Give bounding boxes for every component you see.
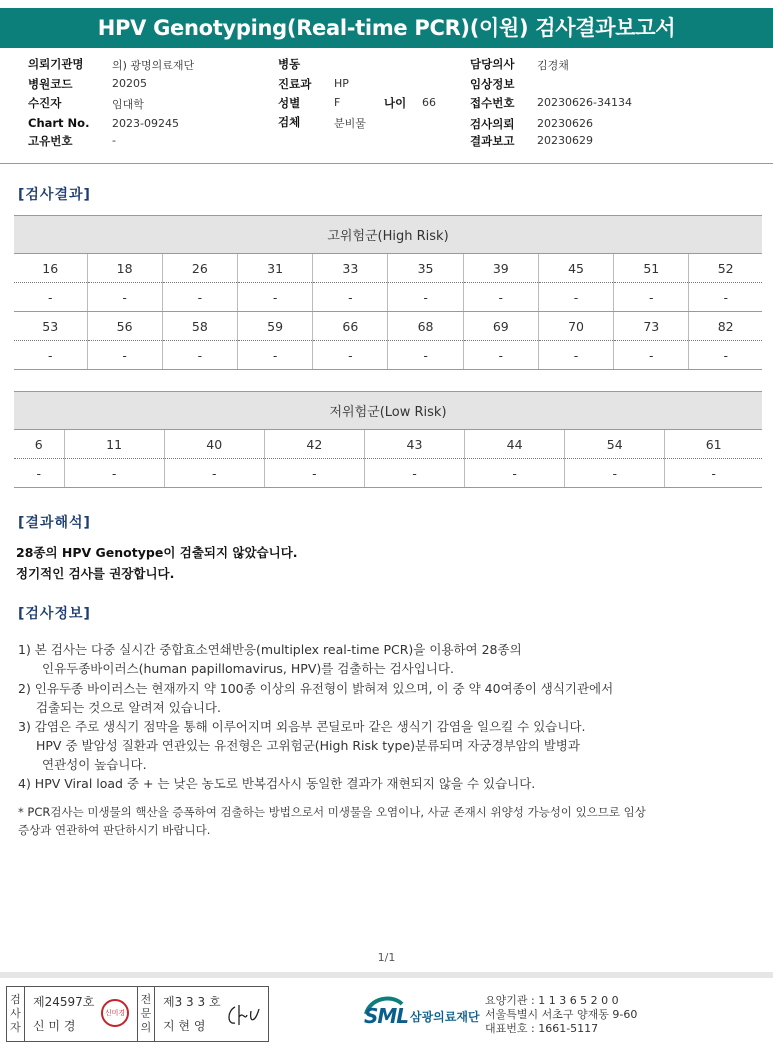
genotype-cell: 43	[364, 430, 464, 459]
divider	[0, 163, 773, 164]
specimen-value: 분비물	[334, 117, 366, 130]
result-cell: -	[463, 341, 538, 370]
genotype-cell: 31	[237, 254, 312, 283]
receipt-value: 20230626-34134	[537, 96, 632, 109]
sex-label: 성별	[278, 96, 301, 110]
genotype-cell: 45	[538, 254, 613, 283]
result-cell: -	[162, 283, 237, 312]
genotype-cell: 40	[164, 430, 264, 459]
corp-name: 삼광의료재단	[410, 1010, 480, 1024]
genotype-cell: 51	[614, 254, 689, 283]
high-risk-table	[14, 215, 762, 370]
genotype-cell: 26	[162, 254, 237, 283]
patient-label: 수진자	[28, 96, 62, 110]
signature-icon	[225, 1001, 263, 1031]
genotype-cell: 52	[689, 254, 762, 283]
genotype-cell: 56	[87, 312, 162, 341]
note-line: * PCR검사는 미생물의 핵산을 증폭하여 검출하는 방법으로서 미생물을 오염이나, 사균 존재시 위양성 가능성이 있으므로 임상	[18, 805, 646, 819]
report-date-label: 결과보고	[470, 134, 515, 148]
result-cell: -	[162, 341, 237, 370]
report-title: HPV Genotyping(Real-time PCR)(이원) 검사결과보고서	[0, 8, 773, 48]
agency-line: 요양기관 : 1 1 3 6 5 2 0 0	[485, 994, 619, 1007]
doctor-value: 김경채	[537, 59, 569, 72]
result-cell: -	[665, 459, 762, 488]
result-cell: -	[87, 283, 162, 312]
info-line: 2) 인유두종 바이러스는 현재까지 약 100종 이상의 유전형이 밝혀져 있으며, 이 중 약 40여종이 생식기관에서	[18, 681, 614, 696]
result-cell: -	[388, 341, 463, 370]
address-line: 서울특별시 서초구 양재동 9-60	[485, 1008, 638, 1021]
result-cell: -	[689, 283, 762, 312]
result-cell: -	[463, 283, 538, 312]
chart-label: Chart No.	[28, 116, 90, 130]
result-cell: -	[388, 283, 463, 312]
note-line: 증상과 연관하여 판단하시기 바랍니다.	[18, 823, 211, 837]
low-risk-header: 저위험군(Low Risk)	[14, 392, 762, 430]
genotype-cell: 33	[313, 254, 388, 283]
specialist-name: 지 현 영	[163, 1019, 206, 1033]
result-cell: -	[313, 283, 388, 312]
specialist-label: 전 문 의	[137, 987, 155, 1041]
result-cell: -	[614, 283, 689, 312]
examiner-name: 신 미 경	[33, 1019, 76, 1033]
genotype-cell: 82	[689, 312, 762, 341]
institution-label: 의뢰기관명	[28, 57, 84, 71]
genotype-cell: 70	[538, 312, 613, 341]
info-line: 인유두종바이러스(human papillomavirus, HPV)를 검출하는 검사입니다.	[42, 661, 454, 676]
age-label: 나이	[384, 96, 407, 110]
unique-value: -	[112, 134, 116, 147]
result-cell: -	[264, 459, 364, 488]
genotype-cell: 58	[162, 312, 237, 341]
genotype-cell: 16	[14, 254, 87, 283]
dept-label: 진료과	[278, 77, 312, 91]
logo-text: SML	[364, 1004, 409, 1028]
interpretation-line: 정기적인 검사를 권장합니다.	[16, 566, 175, 581]
info-line: 검출되는 것으로 알려져 있습니다.	[36, 700, 221, 715]
result-cell: -	[364, 459, 464, 488]
footer-band	[0, 972, 773, 978]
genotype-cell: 35	[388, 254, 463, 283]
genotype-cell: 68	[388, 312, 463, 341]
report-date-value: 20230629	[537, 134, 593, 147]
genotype-cell: 53	[14, 312, 87, 341]
sex-value: F	[334, 96, 341, 109]
info-line: 3) 감염은 주로 생식기 점막을 통해 이루어지며 외음부 콘딜로마 같은 생식기 감염을 일으킬 수 있습니다.	[18, 719, 586, 734]
ward-label: 병동	[278, 57, 301, 71]
result-cell: -	[237, 341, 312, 370]
clinical-label: 임상정보	[470, 77, 515, 91]
unique-label: 고유번호	[28, 134, 73, 148]
result-cell: -	[237, 283, 312, 312]
phone-line: 대표번호 : 1661-5117	[485, 1022, 599, 1035]
info-line: 1) 본 검사는 다중 실시간 중합효소연쇄반응(multiplex real-time PCR)을 이용하여 28종의	[18, 642, 522, 657]
examiner-label: 검 사 자	[7, 987, 25, 1041]
result-cell: -	[465, 459, 565, 488]
examiner-license: 제24597호	[33, 995, 95, 1009]
high-risk-header: 고위험군(High Risk)	[14, 216, 762, 254]
interpretation-section-title: [결과해석]	[18, 515, 91, 531]
result-cell: -	[87, 341, 162, 370]
result-cell: -	[64, 459, 164, 488]
page-number: 1/1	[377, 951, 396, 964]
genotype-cell: 54	[565, 430, 665, 459]
genotype-cell: 42	[264, 430, 364, 459]
result-cell: -	[14, 283, 87, 312]
chart-value: 2023-09245	[112, 117, 179, 130]
genotype-cell: 61	[665, 430, 762, 459]
institution-value: 의) 광명의료재단	[112, 59, 195, 72]
hospital-code-value: 20205	[112, 77, 147, 90]
info-line: 연관성이 높습니다.	[42, 757, 147, 772]
genotype-cell: 66	[313, 312, 388, 341]
specimen-label: 검체	[278, 115, 301, 129]
result-cell: -	[565, 459, 665, 488]
examiner-seal: 신미경	[101, 999, 129, 1027]
result-cell: -	[164, 459, 264, 488]
info-section-title: [검사정보]	[18, 606, 91, 622]
result-cell: -	[14, 341, 87, 370]
interpretation-line: 28종의 HPV Genotype이 검출되지 않았습니다.	[16, 545, 298, 560]
genotype-cell: 69	[463, 312, 538, 341]
genotype-cell: 59	[237, 312, 312, 341]
receipt-label: 접수번호	[470, 96, 515, 110]
result-cell: -	[14, 459, 64, 488]
results-section-title: [검사결과]	[18, 187, 91, 203]
genotype-cell: 73	[614, 312, 689, 341]
result-cell: -	[538, 341, 613, 370]
age-value: 66	[422, 96, 436, 109]
request-value: 20230626	[537, 117, 593, 130]
genotype-cell: 44	[465, 430, 565, 459]
genotype-cell: 11	[64, 430, 164, 459]
request-label: 검사의뢰	[470, 117, 515, 131]
specialist-license: 제3 3 3 호	[163, 995, 221, 1009]
result-cell: -	[614, 341, 689, 370]
info-line: 4) HPV Viral load 중 + 는 낮은 농도로 반복검사시 동일한 결과가 재현되지 않을 수 있습니다.	[18, 776, 536, 791]
patient-value: 임대학	[112, 98, 144, 111]
result-cell: -	[689, 341, 762, 370]
genotype-cell: 18	[87, 254, 162, 283]
info-line: HPV 중 발암성 질환과 연관있는 유전형은 고위험군(High Risk type)분류되며 자궁경부암의 발병과	[36, 738, 580, 753]
low-risk-table	[14, 391, 762, 488]
result-cell: -	[313, 341, 388, 370]
dept-value: HP	[334, 77, 349, 90]
result-cell: -	[538, 283, 613, 312]
hospital-code-label: 병원코드	[28, 77, 73, 91]
corp-info	[485, 994, 637, 1036]
signature-box	[6, 986, 269, 1042]
genotype-cell: 6	[14, 430, 64, 459]
patient-info	[28, 56, 768, 156]
doctor-label: 담당의사	[470, 57, 515, 71]
genotype-cell: 39	[463, 254, 538, 283]
